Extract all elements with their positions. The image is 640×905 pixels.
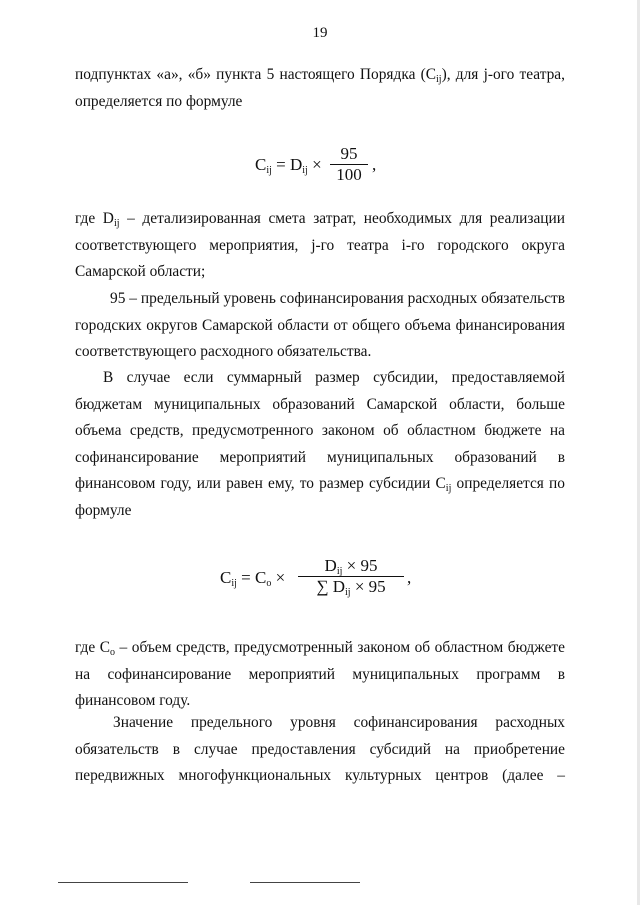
text-line: финансовом году. [75,692,191,709]
paragraph-subsidy-case [75,365,565,524]
text-line: определяется по формуле [75,92,243,110]
text-line: где $D_{ij}$ – детализированная смета затрат, необходимых для реализации [75,210,565,229]
text-line: формуле [75,501,132,519]
text-line: В случае если суммарный размер субсидии, предоставляемой [103,369,565,386]
text-line: обязательств в случае предоставления субсидий на приобретение [75,740,565,758]
formula-cij-simple: $C_{ij} = D_{ij}$ × [255,155,322,176]
text-line: где $C_o$ – объем средств, предусмотренный законом об областном бюджете [75,639,565,658]
text-line: финансовом году, или равен ему, то размер субсидии $C_{ij}$ определяется по [75,475,565,494]
text-line: передвижных многофункциональных культурных центров (далее – [75,767,565,784]
paragraph-95-definition [75,286,565,366]
formula-2-fraction [298,556,404,597]
paragraph-limit-value [75,710,565,790]
text-line: соответствующего расходного обязательства. [75,343,372,360]
formula-cij-proportional: $C_{ij} = C_o$ × [220,568,286,589]
text-line: Значение предельного уровня софинансирования расходных [113,714,565,731]
paragraph-co-definition [75,635,565,715]
page-number: 19 [312,25,328,41]
paragraph-dij-definition [75,206,565,286]
fraction-numerator: $D_{ij} \times 95$ [324,556,378,577]
footer-rule-right [250,882,360,883]
fraction-denominator: 100 [336,165,362,184]
fraction-numerator: 95 [340,144,358,163]
paragraph-intro [75,62,565,115]
text-line: объема средств, предусмотренного законом об областном бюджете на [75,422,565,439]
footer-rule-left [58,882,188,883]
text-line: софинансирование мероприятий муниципальных образований в [75,448,565,466]
text-line: городских округов Самарской области от общего объема финансирования [75,316,565,334]
text-line: подпунктах «а», «б» пункта 5 настоящего Порядка $(C_{ij})$, для j-ого театра, [75,66,565,85]
formula-1-fraction [330,144,368,185]
text-line: Самарской области; [75,263,206,280]
formula-1-trailing: , [372,155,377,174]
fraction-denominator: ∑ $D_{ij} \times 95$ [316,577,386,598]
formula-2-trailing: , [407,568,412,587]
text-line: 95 – предельный уровень софинансирования расходных обязательств [110,290,565,307]
text-line: бюджетам муниципальных образований Самарской области, больше [75,395,565,413]
text-line: соответствующего мероприятия, j-го театра i-го городского округа [75,236,565,254]
text-line: на софинансирование мероприятий муниципальных программ в [75,665,565,683]
